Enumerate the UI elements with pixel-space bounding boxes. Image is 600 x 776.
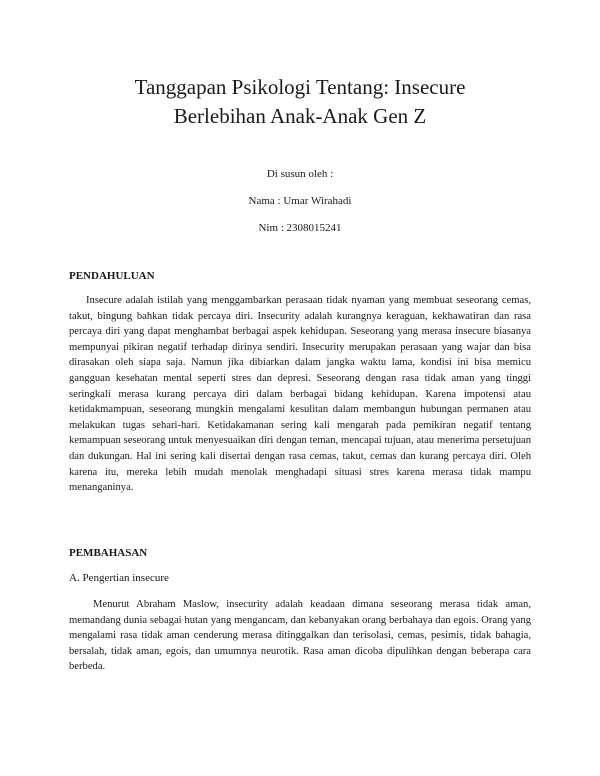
- document-title: [60, 73, 540, 131]
- paragraph-pendahuluan: Insecure adalah istilah yang menggambarkan perasaan tidak nyaman yang membuat seseorang cemas, takut, bingung bahkan tidak percaya diri. Insecurity adalah kurangnya keraguan, kekhawatiran dan rasa percaya diri yang dapat menghambat berbagai aspek kehidupan. Seseorang yang merasa insecure biasanya mempunyai pikiran negatif terhadap dirinya sendiri. Insecurity merupakan perasaan yang wajar dan bisa dirasakan oleh siapa saja. Namun jika dibiarkan dalam jangka waktu lama, kondisi ini bisa memicu gangguan kesehatan mental seperti stres dan depresi. Seseorang dengan rasa tidak aman yang tinggi seringkali merasa kurang percaya diri dalam berbagai bidang kehidupan. Karena impotensi atau ketidakmampuan, seseorang mungkin mengalami kesulitan dalam membangun hubungan permanen atau melakukan tugas sehari-hari. Ketidakamanan sering kali mengarah pada pemikiran negatif tentang kemampuan seseorang untuk menyesuaikan diri dengan teman, mencapai tujuan, atau menerima persetujuan dan dukungan. Hal ini sering kali disertai dengan rasa cemas, takut, cemas dan kurang percaya diri. Oleh karena itu, mereka lebih mudah menolak menghadapi situasi stres karena merasa tidak mampu menanganinya.: [69, 295, 531, 494]
- author-name: Nama : Umar Wirahadi: [248, 195, 352, 207]
- subheading-pengertian-insecure: A. Pengertian insecure: [69, 572, 169, 584]
- title-line-1: Tanggapan Psikologi Tentang: Insecure: [134, 75, 466, 99]
- author-nim: Nim : 2308015241: [258, 222, 342, 234]
- section-heading-pembahasan: PEMBAHASAN: [69, 547, 148, 559]
- title-line-2: Berlebihan Anak-Anak Gen Z: [173, 104, 427, 128]
- paragraph-pembahasan: Menurut Abraham Maslow, insecurity adalah keadaan dimana seseorang merasa tidak aman, memandang dunia sebagai hutan yang mengancam, dan kebanyakan orang berbahaya dan egois. Orang yang mengalami rasa tidak aman cenderung merasa ditinggalkan dan terisolasi, cemas, pesimis, tidak bahagia, bersalah, tidak aman, egois, dan umumnya neurotik. Rasa aman dicoba dipulihkan dengan beberapa cara berbeda.: [69, 599, 531, 673]
- section-heading-pendahuluan: PENDAHULUAN: [69, 270, 155, 282]
- author-intro: Di susun oleh :: [266, 168, 334, 180]
